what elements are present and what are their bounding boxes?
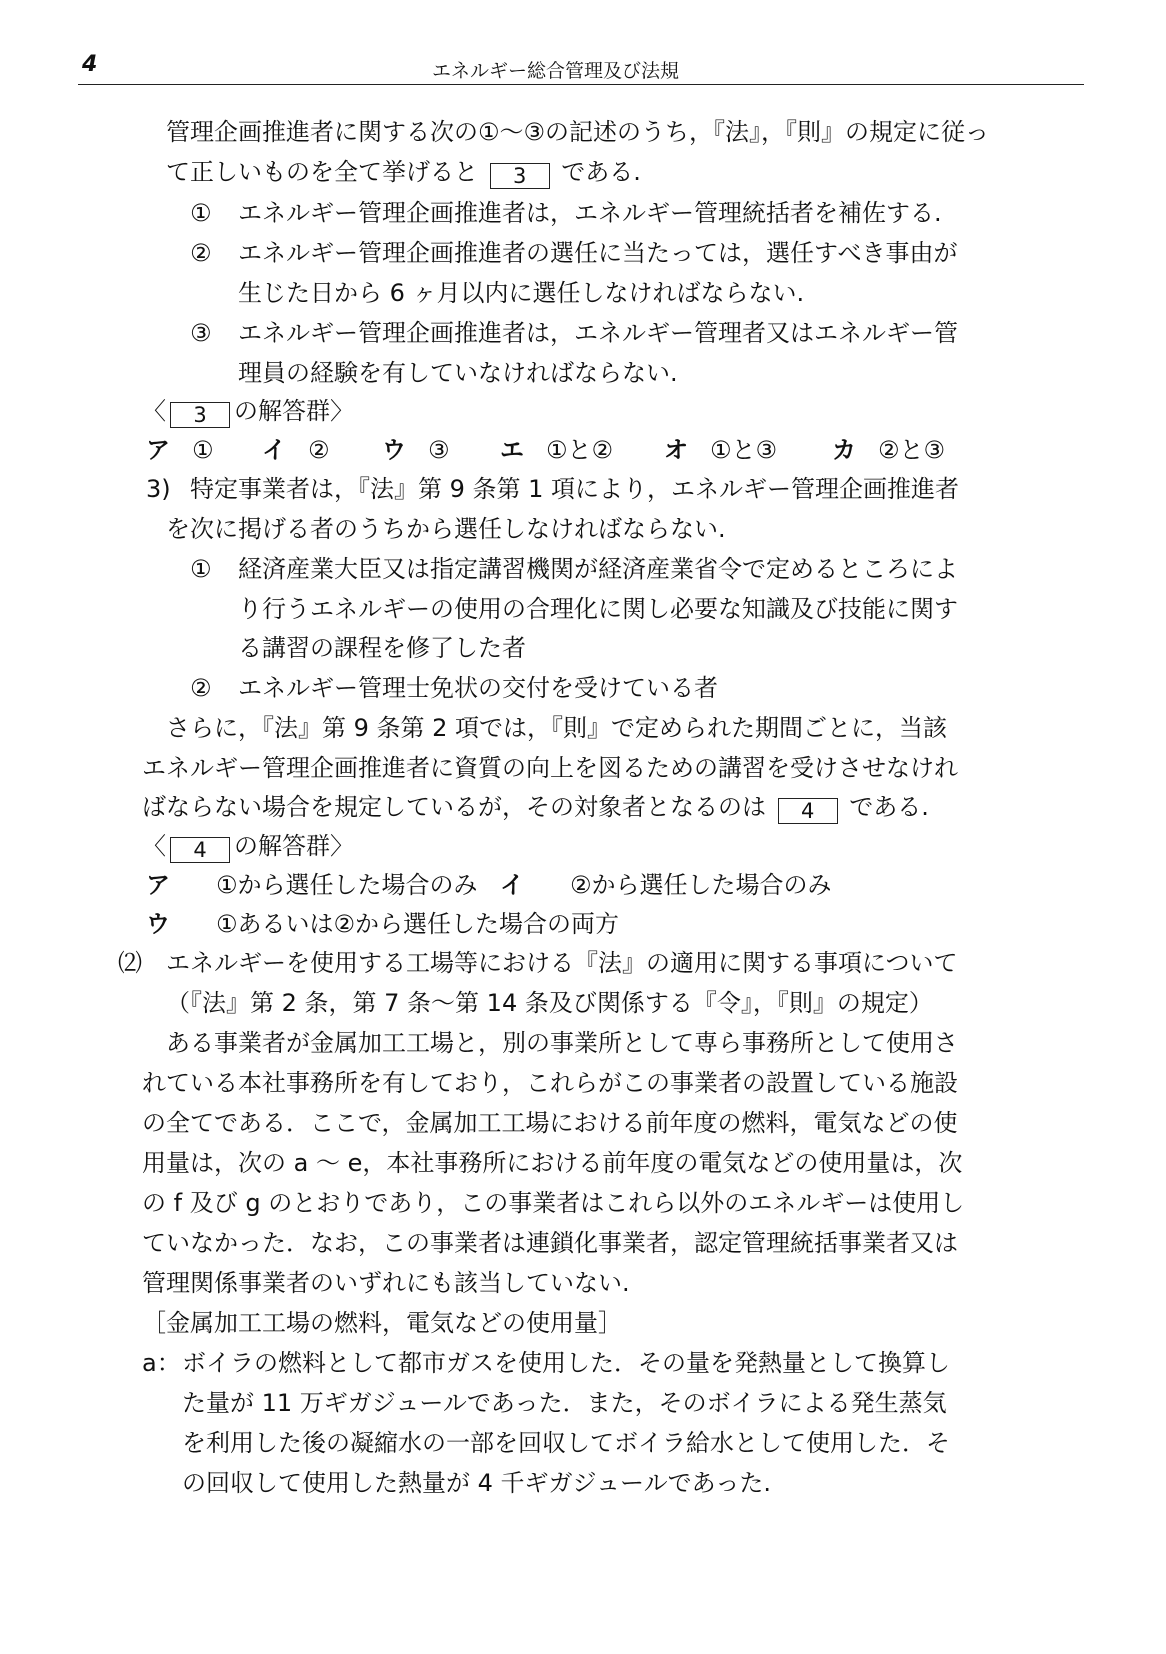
choice-value: ③ <box>428 436 450 464</box>
q3-stem-line-2 <box>166 157 641 189</box>
section-2-title-line-2: （『法』第 2 条，第 7 条～第 14 条及び関係する『令』，『則』の規定） <box>166 989 933 1017</box>
group-bracket: 〈 <box>142 832 166 860</box>
item-a-label: a： <box>142 1349 181 1377</box>
choice-key: ウ <box>382 436 406 464</box>
section-3-item-1-line-1: 経済産業大臣又は指定講習機関が経済産業省令で定めるところによ <box>238 555 958 583</box>
q3-statement-3-line-2: 理員の経験を有していなければならない. <box>238 359 678 387</box>
choice-key: ア <box>146 436 170 464</box>
q3-statement-3-line-1: エネルギー管理企画推進者は，エネルギー管理者又はエネルギー管 <box>238 319 958 347</box>
section-3-para-2-line-1: さらに，『法』第 9 条第 2 項では，『則』で定められた期間ごとに，当該 <box>166 714 948 742</box>
section-2-para-line-5: の f 及び g のとおりであり，この事業者はこれら以外のエネルギーは使用し <box>142 1189 965 1217</box>
q3-statement-2-line-1: エネルギー管理企画推進者の選任に当たっては，選任すべき事由が <box>238 239 958 267</box>
q3-stem-line-1: 管理企画推進者に関する次の①～③の記述のうち，『法』，『則』の規定に従っ <box>166 118 990 146</box>
choice-e <box>500 435 613 465</box>
choice-u <box>382 435 450 465</box>
section-3-para-2-line-2: エネルギー管理企画推進者に資質の向上を図るための講習を受けさせなけれ <box>142 754 958 782</box>
choice-value: ①あるいは②から選任した場合の両方 <box>216 910 620 938</box>
choice-ka <box>832 435 945 465</box>
section-2-para-line-3: の全てである．ここで，金属加工工場における前年度の燃料，電気などの使 <box>142 1109 958 1137</box>
item-a-line-4: の回収して使用した熱量が 4 千ギガジュールであった. <box>182 1469 771 1497</box>
choice-value: ①と② <box>546 436 614 464</box>
section-2-para-line-1: ある事業者が金属加工工場と，別の事業所として専ら事務所として使用さ <box>166 1029 958 1057</box>
section-3-item-2-number: ② <box>190 674 212 702</box>
choice-value: ②から選任した場合のみ <box>570 871 832 899</box>
section-2-para-line-4: 用量は，次の a ～ e，本社事務所における前年度の電気などの使用量は，次 <box>142 1149 963 1177</box>
header-rule <box>78 84 1084 85</box>
choice-key: エ <box>500 436 524 464</box>
section-2-title-line-1: エネルギーを使用する工場等における『法』の適用に関する事項について <box>166 949 958 977</box>
choice-key: ア <box>146 871 170 899</box>
section-3-para-2-line-3 <box>142 792 929 824</box>
answer-group-box-4: 4 <box>170 837 230 863</box>
para-end: である. <box>849 793 929 821</box>
choice-value: ② <box>308 436 330 464</box>
section-2-heading: ［金属加工工場の燃料，電気などの使用量］ <box>142 1309 622 1337</box>
answer-box-3: 3 <box>490 163 550 189</box>
section-2-number: ⑵ <box>118 949 142 977</box>
answer-group-box-3: 3 <box>170 402 230 428</box>
section-3-item-1-line-2: り行うエネルギーの使用の合理化に関し必要な知識及び技能に関す <box>238 595 958 623</box>
choice-o <box>664 435 777 465</box>
choice-value: ①と③ <box>710 436 778 464</box>
q3-statement-2-line-2: 生じた日から 6 ヶ月以内に選任しなければならない. <box>238 279 805 307</box>
q3-stem-text: て正しいものを全て挙げると <box>166 158 478 186</box>
choice-4-u <box>146 909 619 939</box>
para-text: ばならない場合を規定しているが，その対象者となるのは <box>142 793 766 821</box>
answer-box-4: 4 <box>778 798 838 824</box>
choice-value: ① <box>192 436 214 464</box>
choice-key: イ <box>262 436 286 464</box>
q3-statement-1-number: ① <box>190 199 212 227</box>
answer-group-3-label <box>142 396 354 428</box>
choice-key: カ <box>832 436 856 464</box>
section-3-para-1-line-2: を次に掲げる者のうちから選任しなければならない. <box>166 515 726 543</box>
q3-statement-2-number: ② <box>190 239 212 267</box>
group-label-text: の解答群〉 <box>234 397 354 425</box>
item-a-line-2: た量が 11 万ギガジュールであった．また，そのボイラによる発生蒸気 <box>182 1389 947 1417</box>
section-3-number: 3) <box>146 475 171 503</box>
q3-statement-1: エネルギー管理企画推進者は，エネルギー管理統括者を補佐する. <box>238 199 942 227</box>
section-2-para-line-7: 管理関係事業者のいずれにも該当していない. <box>142 1269 630 1297</box>
answer-group-4-label <box>142 831 354 863</box>
q3-stem-end: である. <box>561 158 641 186</box>
group-bracket: 〈 <box>142 397 166 425</box>
section-3-item-1-line-3: る講習の課程を修了した者 <box>238 634 526 662</box>
q3-statement-3-number: ③ <box>190 319 212 347</box>
choice-key: イ <box>500 871 524 899</box>
choice-i <box>262 435 330 465</box>
section-2-para-line-2: れている本社事務所を有しており，これらがこの事業者の設置している施設 <box>142 1069 958 1097</box>
group-label-text: の解答群〉 <box>234 832 354 860</box>
section-3-item-2: エネルギー管理士免状の交付を受けている者 <box>238 674 718 702</box>
choice-value: ②と③ <box>878 436 946 464</box>
running-title: エネルギー総合管理及び法規 <box>432 60 680 82</box>
choice-4-i <box>500 870 832 900</box>
choice-a <box>146 435 214 465</box>
choice-4-a <box>146 870 478 900</box>
section-3-item-1-number: ① <box>190 555 212 583</box>
item-a-line-1: ボイラの燃料として都市ガスを使用した．その量を発熱量として換算し <box>182 1349 950 1377</box>
section-3-para-1-line-1: 特定事業者は，『法』第 9 条第 1 項により，エネルギー管理企画推進者 <box>190 475 960 503</box>
item-a-line-3: を利用した後の凝縮水の一部を回収してボイラ給水として使用した．そ <box>182 1429 950 1457</box>
choice-key: ウ <box>146 910 170 938</box>
choice-key: オ <box>664 436 688 464</box>
section-2-para-line-6: ていなかった．なお，この事業者は連鎖化事業者，認定管理統括事業者又は <box>142 1229 958 1257</box>
choice-value: ①から選任した場合のみ <box>216 871 478 899</box>
page-number: 4 <box>82 52 98 77</box>
